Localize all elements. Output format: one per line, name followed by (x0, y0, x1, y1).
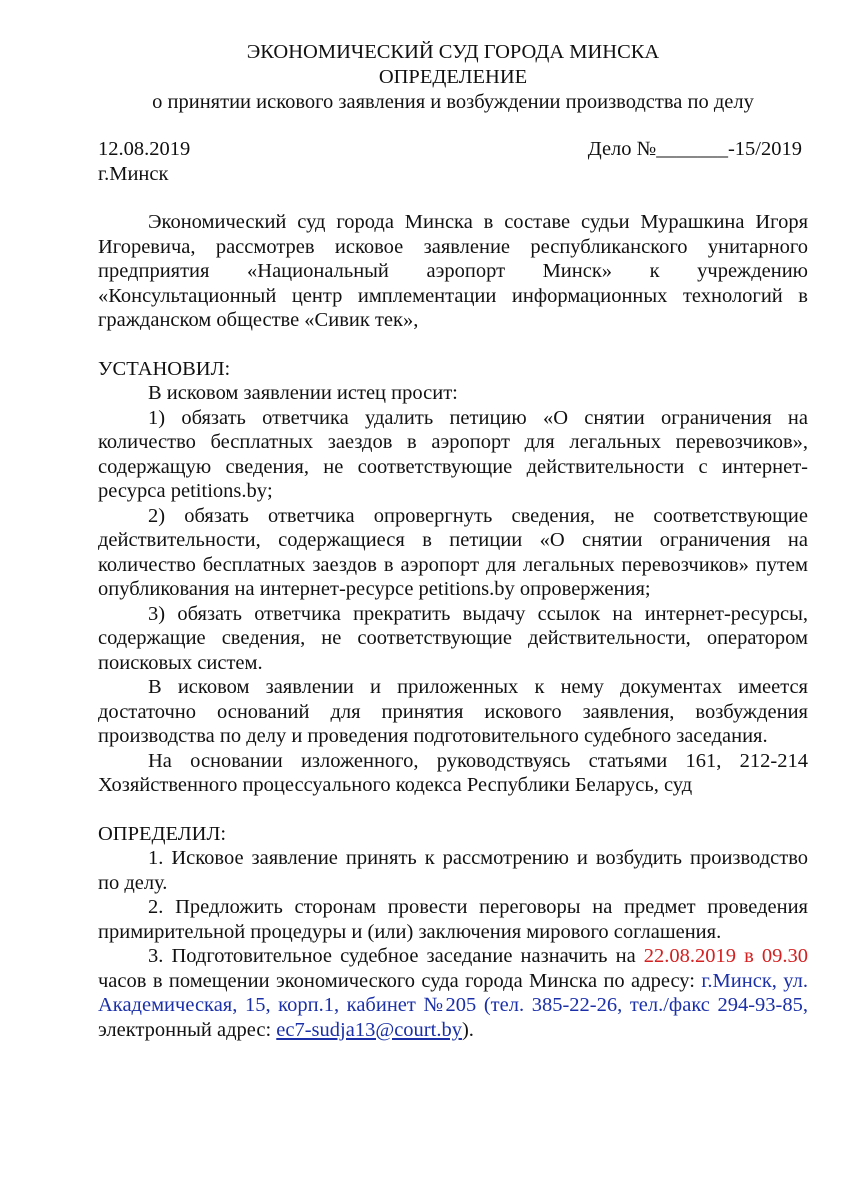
document-page (98, 40, 808, 1042)
decision-item-3-text-2: часов в помещении экономического суда города Минска по адресу: (98, 969, 702, 992)
grounds-paragraph: В исковом заявлении и приложенных к нему документах имеется достаточно оснований для принятия искового заявления, возбуждения производства по делу и проведения подготовительного судебного заседания. (98, 676, 808, 747)
court-address: г.Минск, ул. Академическая, 15, корп.1, кабинет №205 (тел. 385-22-26, тел./факс 294-93-85, (98, 969, 808, 1016)
decided-title: ОПРЕДЕЛИЛ: (98, 822, 227, 845)
document-date: 12.08.2019 (98, 138, 191, 160)
claim-item-1: 1) обязать ответчика удалить петицию «О снятии ограничения на количество бесплатных заездов в аэропорт для легальных перевозчиков», содержащую сведения, не соответствующие действительности с интернет-ресурса petitions.by; (98, 406, 808, 502)
decision-item-3-text-1: 3. Подготовительное судебное заседание назначить на (148, 945, 644, 967)
court-email-link[interactable]: ec7-sudja13@court.by (276, 1018, 462, 1041)
decision-item-3-text-3: электронный адрес: (98, 1018, 277, 1041)
hearing-time: в 09.30 (744, 945, 809, 967)
established-title: УСТАНОВИЛ: (98, 357, 231, 380)
court-name: ЭКОНОМИЧЕСКИЙ СУД ГОРОДА МИНСКА (246, 41, 660, 63)
document-header (98, 40, 808, 115)
established-lead: В исковом заявлении истец просит: (148, 382, 458, 404)
intro-paragraph: Экономический суд города Минска в составе судьи Мурашкина Игоря Игоревича, рассмотрев исковое заявление республиканского унитарного предприятия «Национальный аэропорт Минск» к учреждению «Консультационный центр имплементации информационных технологий в гражданском обществе «Сивик тек», (98, 211, 808, 331)
decision-item-1: 1. Исковое заявление принять к рассмотрению и возбудить производство по делу. (98, 847, 808, 894)
document-type: ОПРЕДЕЛЕНИЕ (378, 66, 528, 88)
decision-item-3-text-4: ). (461, 1018, 474, 1041)
decision-item-3 (98, 944, 808, 1042)
basis-paragraph: На основании изложенного, руководствуясь статьями 161, 212-214 Хозяйственного процессуального кодекса Республики Беларусь, суд (98, 749, 808, 796)
case-number: Дело №_______-15/2019 (587, 138, 802, 160)
meta-row (98, 137, 808, 162)
hearing-date: 22.08.2019 (643, 945, 737, 967)
decision-item-2: 2. Предложить сторонам провести переговоры на предмет проведения примирительной процедуры и (или) заключения мирового соглашения. (98, 896, 808, 943)
claim-item-3: 3) обязать ответчика прекратить выдачу ссылок на интернет-ресурсы, содержащие сведения, не соответствующие действительности, оператором поисковых систем. (98, 602, 808, 674)
claim-item-2: 2) обязать ответчика опровергнуть сведения, не соответствующие действительности, содержащиеся в петиции «О снятии ограничения на количество бесплатных заездов в аэропорт для легальных перевозчиков» путем опубликования на интернет-ресурсе petitions.by опровержения; (98, 504, 808, 600)
document-subject: о принятии искового заявления и возбуждении производства по делу (152, 91, 754, 113)
document-city: г.Минск (98, 162, 169, 185)
